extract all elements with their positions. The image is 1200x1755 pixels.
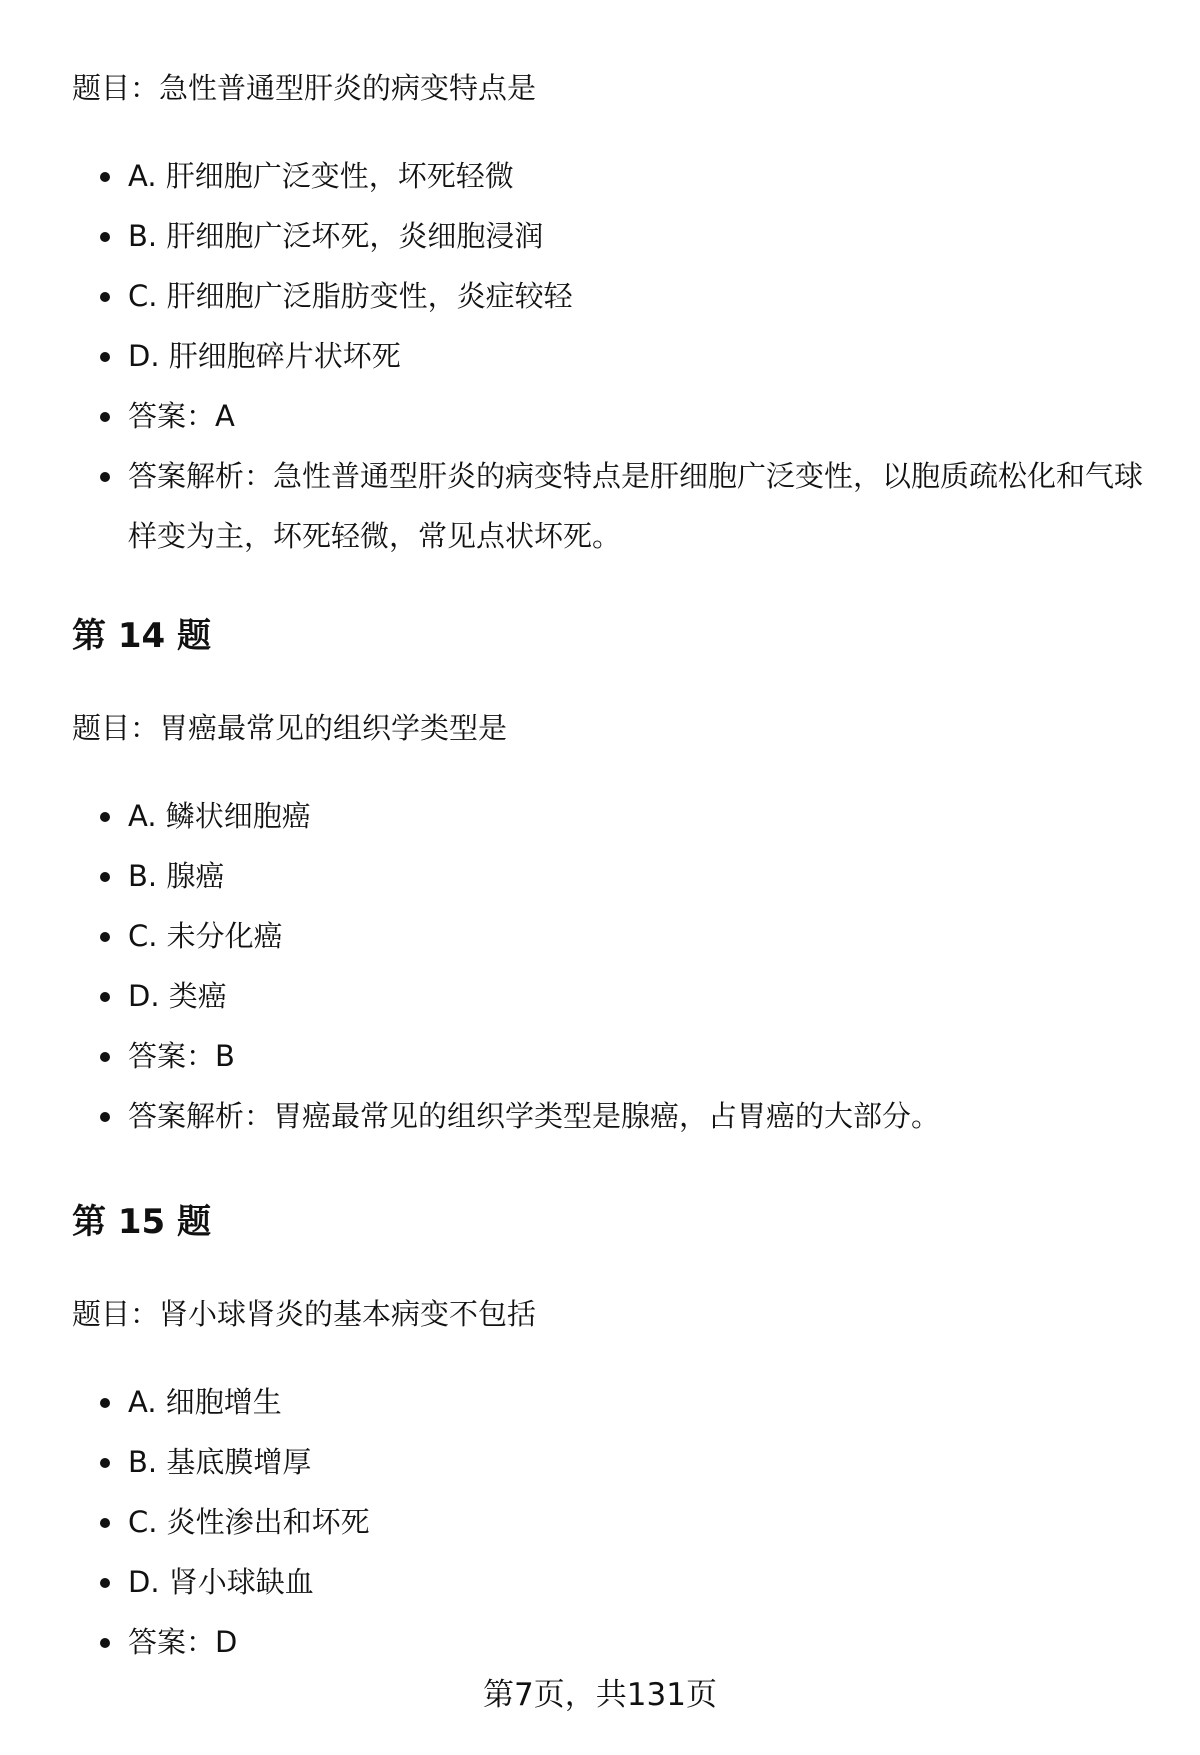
option-text: C. 未分化癌 bbox=[128, 919, 283, 953]
option-text: B. 肝细胞广泛坏死，炎细胞浸润 bbox=[128, 219, 544, 253]
explanation-text: 答案解析：急性普通型肝炎的病变特点是肝细胞广泛变性，以胞质疏松化和气球样变为主，坏死轻微，常见点状坏死。 bbox=[128, 459, 1144, 553]
option-d bbox=[72, 966, 1152, 1026]
option-text: A. 肝细胞广泛变性，坏死轻微 bbox=[128, 159, 514, 193]
option-d bbox=[72, 1552, 1152, 1612]
bullet-icon bbox=[100, 1578, 110, 1588]
bullet-icon bbox=[100, 472, 110, 482]
bullet-icon bbox=[100, 1458, 110, 1468]
question-15 bbox=[72, 1202, 1152, 1672]
option-text: B. 腺癌 bbox=[128, 859, 225, 893]
answer-text: 答案：B bbox=[128, 1039, 235, 1073]
option-a bbox=[72, 1372, 1152, 1432]
question-prompt: 题目：肾小球肾炎的基本病变不包括 bbox=[72, 1297, 537, 1331]
question-13 bbox=[72, 68, 1152, 566]
option-d bbox=[72, 326, 1152, 386]
bullet-icon bbox=[100, 232, 110, 242]
option-list bbox=[72, 146, 1152, 566]
question-heading: 第 15 题 bbox=[72, 1202, 211, 1242]
bullet-icon bbox=[100, 412, 110, 422]
bullet-icon bbox=[100, 1398, 110, 1408]
answer bbox=[72, 1612, 1152, 1672]
option-text: C. 肝细胞广泛脂肪变性，炎症较轻 bbox=[128, 279, 573, 313]
option-text: D. 肾小球缺血 bbox=[128, 1565, 314, 1599]
option-b bbox=[72, 1432, 1152, 1492]
option-c bbox=[72, 906, 1152, 966]
bullet-icon bbox=[100, 1518, 110, 1528]
option-list bbox=[72, 786, 1152, 1146]
answer bbox=[72, 386, 1152, 446]
option-text: A. 细胞增生 bbox=[128, 1385, 282, 1419]
bullet-icon bbox=[100, 352, 110, 362]
answer bbox=[72, 1026, 1152, 1086]
bullet-icon bbox=[100, 932, 110, 942]
option-text: A. 鳞状细胞癌 bbox=[128, 799, 311, 833]
answer-explanation bbox=[72, 446, 1152, 566]
option-b bbox=[72, 206, 1152, 266]
question-14 bbox=[72, 616, 1152, 1146]
page-footer: 第7页，共131页 bbox=[483, 1677, 717, 1713]
question-heading: 第 14 题 bbox=[72, 616, 211, 656]
option-list bbox=[72, 1372, 1152, 1672]
bullet-icon bbox=[100, 812, 110, 822]
answer-explanation bbox=[72, 1086, 1152, 1146]
bullet-icon bbox=[100, 872, 110, 882]
answer-text: 答案：A bbox=[128, 399, 235, 433]
bullet-icon bbox=[100, 172, 110, 182]
option-a bbox=[72, 146, 1152, 206]
option-text: B. 基底膜增厚 bbox=[128, 1445, 312, 1479]
option-c bbox=[72, 266, 1152, 326]
question-prompt: 题目：急性普通型肝炎的病变特点是 bbox=[72, 71, 537, 105]
answer-text: 答案：D bbox=[128, 1625, 238, 1659]
bullet-icon bbox=[100, 1112, 110, 1122]
option-c bbox=[72, 1492, 1152, 1552]
option-a bbox=[72, 786, 1152, 846]
bullet-icon bbox=[100, 292, 110, 302]
option-text: D. 肝细胞碎片状坏死 bbox=[128, 339, 401, 373]
bullet-icon bbox=[100, 1638, 110, 1648]
option-text: D. 类癌 bbox=[128, 979, 227, 1013]
question-prompt: 题目：胃癌最常见的组织学类型是 bbox=[72, 711, 508, 745]
option-text: C. 炎性渗出和坏死 bbox=[128, 1505, 370, 1539]
option-b bbox=[72, 846, 1152, 906]
bullet-icon bbox=[100, 992, 110, 1002]
bullet-icon bbox=[100, 1052, 110, 1062]
explanation-text: 答案解析：胃癌最常见的组织学类型是腺癌，占胃癌的大部分。 bbox=[128, 1099, 941, 1133]
